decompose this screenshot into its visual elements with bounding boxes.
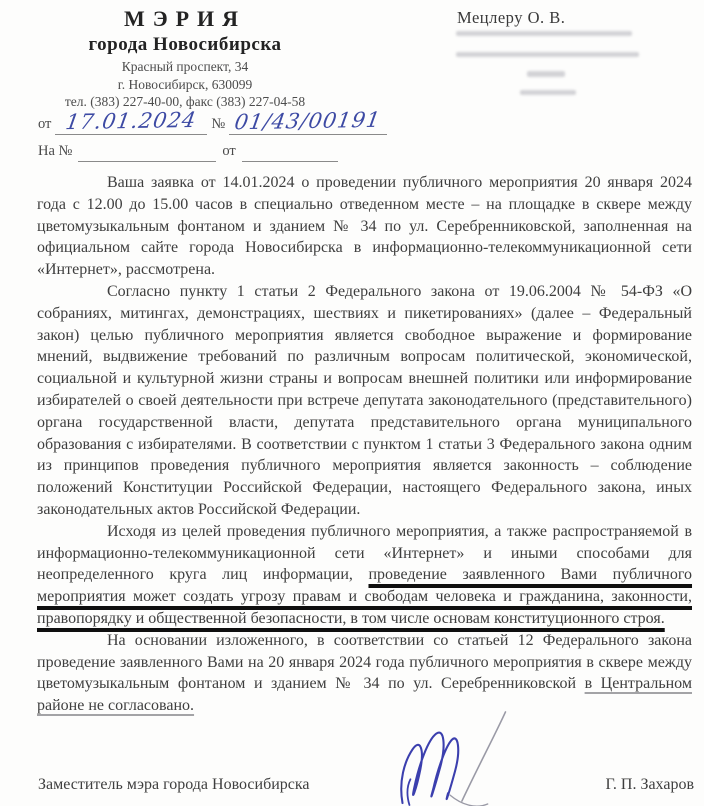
handwritten-signature	[388, 706, 518, 806]
number-label: №	[211, 116, 226, 132]
paragraph-threat-assessment	[37, 521, 692, 630]
letterhead-address-line: Красный проспект, 34	[121, 59, 249, 74]
faded-text-artifact	[456, 52, 639, 57]
underlined-refusal-statement: в Центральном районе не согласовано.	[37, 675, 692, 715]
signer-name: Г. П. Захаров	[605, 776, 694, 793]
org-name-line1: МЭРИЯ	[123, 6, 247, 31]
letterhead	[30, 6, 340, 111]
signer-position-title: Заместитель мэра города Новосибирска	[38, 776, 310, 793]
letter-body	[37, 172, 692, 717]
number-field	[229, 109, 386, 135]
paragraph-application: Ваша заявка от 14.01.2024 о проведении публичного мероприятия 20 января 2024 года с 12.00 до 15.00 часов в специально отведенном месте – на площадке в сквере между цветомузыкальным фонтаном и зданием № 34 по ул. Серебренниковской, заполненная на официальном сайте города Новосибирска в информационно-телекоммуникационной сети «Интернет», рассмотрена.	[37, 174, 692, 279]
faded-text-artifact	[520, 90, 576, 95]
letterhead-address-line: г. Новосибирск, 630099	[117, 76, 253, 92]
underlined-threat-statement: проведение заявленного Вами публичного мероприятия может создать угрозу правам и свободам человека и гражданина, законности, правопорядку и общественной безопасности, в том числе основам конституционного строя.	[37, 566, 693, 627]
date-field	[55, 109, 207, 135]
recipient-name: Мецлеру О. В.	[457, 8, 566, 27]
paragraph-decision-lead: На основании изложенного, в соответствии со статьей 12 Федерального закона проведение заявленного Вами на 20 января 2024 года публичного мероприятия в сквере между цветомузыкальным фонтаном и зданием № 34 по ул. Серебренниковской	[37, 631, 692, 693]
handwritten-date: 17.01.2024	[64, 107, 199, 135]
org-name-line2: города Новосибирска	[88, 34, 282, 55]
incoming-from-label: от	[222, 143, 236, 159]
handwritten-number: 01/43/00191	[233, 107, 383, 135]
date-label: от	[38, 116, 52, 132]
paragraph-decision	[37, 630, 692, 717]
faded-text-artifact	[456, 31, 632, 36]
paragraph-law-citation: Согласно пункту 1 статьи 2 Федерального закона от 19.06.2004 № 54-ФЗ «О собраниях, митингах, демонстрациях, шествиях и пикетированиях» (далее – Федеральный закон) целью публичного мероприятия является свободное выражение и формирование мнений, выдвижение требований по различным вопросам политической, экономической, социальной и культурной жизни страны и вопросам внешней политики или информирование избирателей о своей деятельности при встрече депутата законодательного (представительного) органа государственной власти, депутата представительного органа муниципального образования с избирателями. В соответствии с пунктом 1 статьи 3 Федерального закона одним из принципов проведения публичного мероприятия является законность – соблюдение положений Конституции Российской Федерации, настоящего Федерального закона, иных законодательных актов Российской Федерации.	[37, 282, 692, 518]
incoming-ref-label: На №	[38, 143, 73, 159]
incoming-ref-line	[38, 140, 344, 162]
incoming-ref-blank	[78, 146, 216, 162]
faded-text-artifact	[527, 71, 565, 77]
incoming-from-blank	[242, 146, 338, 162]
outgoing-ref-line	[38, 103, 391, 135]
paragraph-threat-lead: Исходя из целей проведения публичного мероприятия, а также распространяемой в информационно-телекоммуникационной сети «Интернет» и иными способами для неопределенного круга лиц информации,	[37, 522, 692, 584]
letterhead-phone-line: тел. (383) 227-40-00, факс (383) 227-04-58	[64, 94, 306, 109]
